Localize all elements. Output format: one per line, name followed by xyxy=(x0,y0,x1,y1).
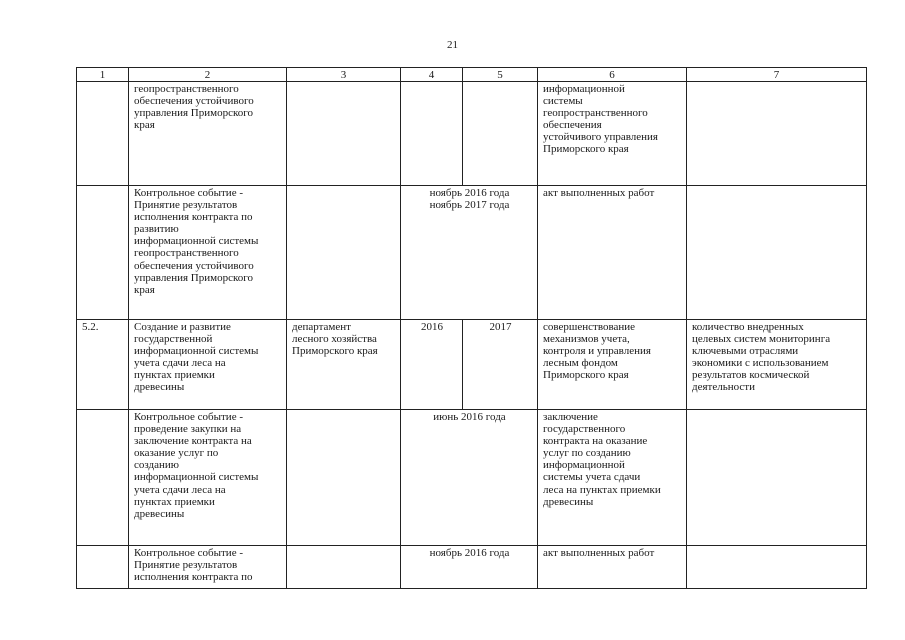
column-header: 4 xyxy=(401,68,463,82)
table-row xyxy=(77,410,867,546)
page-number: 21 xyxy=(447,39,458,51)
table-row xyxy=(77,546,867,589)
row-number-cell xyxy=(77,186,129,320)
table-header-row xyxy=(77,68,867,82)
indicator-cell xyxy=(687,186,867,320)
column-header: 2 xyxy=(129,68,287,82)
column-header: 7 xyxy=(687,68,867,82)
start-year-cell: 2016 xyxy=(401,320,463,410)
period-cell: ноябрь 2016 года ноябрь 2017 года xyxy=(401,186,538,320)
column-header: 6 xyxy=(538,68,687,82)
row-number-cell xyxy=(77,410,129,546)
executor-cell xyxy=(287,410,401,546)
result-cell: совершенствование механизмов учета, контроля и управления лесным фондом Приморского края xyxy=(538,320,687,410)
row-number-cell xyxy=(77,546,129,589)
result-cell: информационной системы геопространственного обеспечения устойчивого управления Приморского края xyxy=(538,82,687,186)
executor-cell: департамент лесного хозяйства Приморского края xyxy=(287,320,401,410)
start-year-cell xyxy=(401,82,463,186)
row-number-cell: 5.2. xyxy=(77,320,129,410)
result-cell: заключение государственного контракта на оказание услуг по созданию информационной системы учета сдачи леса на пунктах приемки древесины xyxy=(538,410,687,546)
period-cell: ноябрь 2016 года xyxy=(401,546,538,589)
column-header: 5 xyxy=(463,68,538,82)
event-cell: Создание и развитие государственной информационной системы учета сдачи леса на пунктах приемки древесины xyxy=(129,320,287,410)
row-number-cell xyxy=(77,82,129,186)
event-cell: геопространственного обеспечения устойчивого управления Приморского края xyxy=(129,82,287,186)
indicator-cell xyxy=(687,546,867,589)
result-cell: акт выполненных работ xyxy=(538,546,687,589)
end-year-cell: 2017 xyxy=(463,320,538,410)
event-cell: Контрольное событие - проведение закупки на заключение контракта на оказание услуг по созданию информационной системы учета сдачи леса на пунктах приемки древесины xyxy=(129,410,287,546)
end-year-cell xyxy=(463,82,538,186)
period-cell: июнь 2016 года xyxy=(401,410,538,546)
event-cell: Контрольное событие - Принятие результатов исполнения контракта по xyxy=(129,546,287,589)
indicator-cell: количество внедренных целевых систем мониторинга ключевыми отраслями экономики с использованием результатов космической деятельности xyxy=(687,320,867,410)
executor-cell xyxy=(287,82,401,186)
indicator-cell xyxy=(687,82,867,186)
column-header: 1 xyxy=(77,68,129,82)
indicator-cell xyxy=(687,410,867,546)
event-cell: Контрольное событие - Принятие результатов исполнения контракта по развитию информационной системы геопространственного обеспечения устойчивого управления Приморского края xyxy=(129,186,287,320)
result-cell: акт выполненных работ xyxy=(538,186,687,320)
table-row xyxy=(77,82,867,186)
executor-cell xyxy=(287,546,401,589)
column-header: 3 xyxy=(287,68,401,82)
plan-table xyxy=(76,67,867,589)
executor-cell xyxy=(287,186,401,320)
table-row xyxy=(77,186,867,320)
table-row xyxy=(77,320,867,410)
